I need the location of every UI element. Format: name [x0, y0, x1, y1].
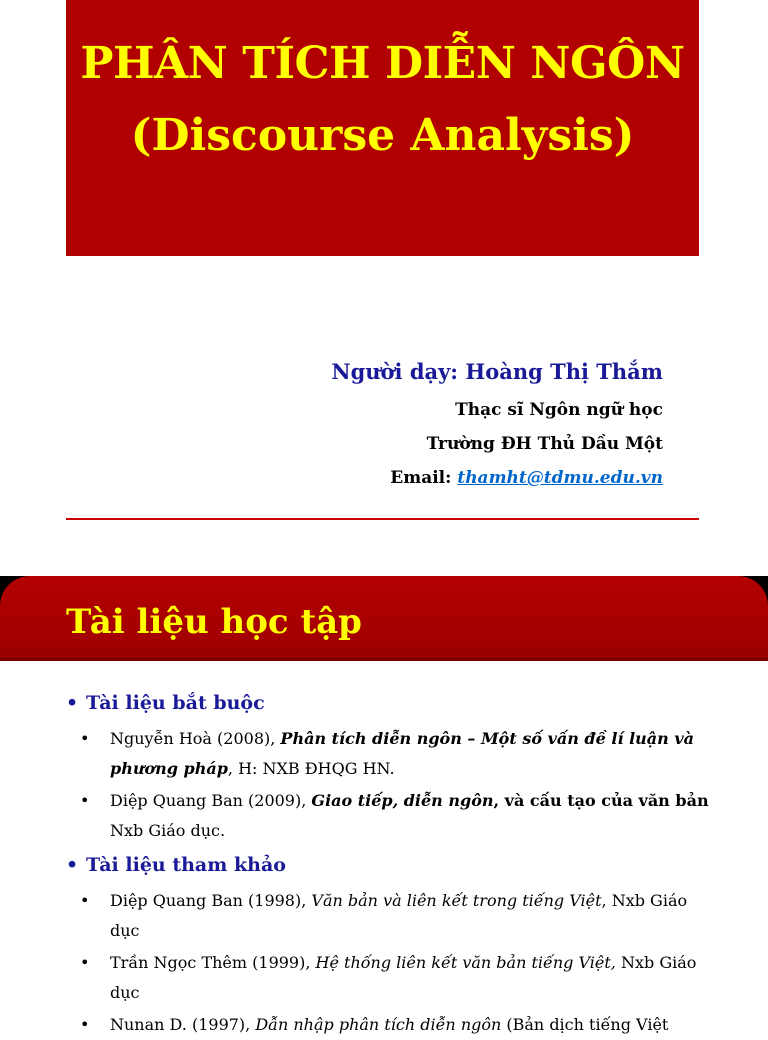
materials-slide — [0, 576, 768, 1034]
ref-title: Văn bản và liên kết trong tiếng Việt — [311, 891, 602, 910]
ref-author: Diệp Quang Ban (2009), — [110, 791, 312, 810]
slide-subtitle: (Discourse Analysis) — [130, 110, 635, 161]
ref-publisher: Nxb Giáo dục — [110, 953, 697, 1002]
presenter-name: Người dạy: Hoàng Thị Thắm — [331, 359, 663, 384]
bullet-icon: • — [80, 1015, 90, 1034]
ref-publisher: Nxb Giáo dục. — [110, 821, 226, 840]
bullet-icon: • — [66, 854, 79, 876]
ref-publisher: , Nxb Giáo dục — [110, 891, 688, 940]
reference-item — [80, 886, 710, 946]
ref-title: Phân tích diễn ngôn – Một số vấn đề lí luận và phương pháp — [110, 729, 695, 778]
ref-author: Nunan D. (1997), — [110, 1015, 256, 1034]
presenter-degree: Thạc sĩ Ngôn ngữ học — [455, 400, 663, 420]
bullet-icon: • — [80, 729, 90, 748]
divider-line — [66, 518, 699, 520]
section-title: Tài liệu học tập — [66, 602, 362, 642]
reference-item — [80, 1010, 710, 1040]
group-heading-label: Tài liệu bắt buộc — [86, 692, 265, 714]
email-link[interactable]: thamht@tdmu.edu.vn — [457, 468, 663, 488]
ref-author: Diệp Quang Ban (1998), — [110, 891, 312, 910]
ref-author: Trần Ngọc Thêm (1999), — [110, 953, 316, 972]
ref-title-cont: , và cấu tạo của văn bản — [493, 791, 709, 810]
title-banner — [66, 0, 699, 256]
bullet-icon: • — [80, 891, 90, 910]
email-label: Email: — [390, 468, 458, 488]
group-heading-required — [66, 692, 265, 714]
ref-publisher: (Bản dịch tiếng Việt — [501, 1015, 669, 1034]
ref-title: Hệ thống liên kết văn bản tiếng Việt, — [315, 953, 616, 972]
reference-item — [80, 786, 710, 846]
ref-author: Nguyễn Hoà (2008), — [110, 729, 281, 748]
group-heading-label: Tài liệu tham khảo — [86, 854, 286, 876]
bullet-icon: • — [80, 953, 90, 972]
group-heading-references — [66, 854, 286, 876]
reference-item — [80, 724, 710, 784]
bullet-icon: • — [66, 692, 79, 714]
header-underline — [0, 658, 768, 661]
section-header-band — [0, 576, 768, 660]
bullet-icon: • — [80, 791, 90, 810]
ref-title: Giao tiếp, diễn ngôn — [311, 791, 494, 810]
reference-item — [80, 948, 710, 1008]
ref-publisher: , H: NXB ĐHQG HN. — [227, 759, 395, 778]
presenter-email — [390, 468, 663, 488]
slide-title: PHÂN TÍCH DIỄN NGÔN — [80, 38, 685, 89]
presenter-school: Trường ĐH Thủ Dầu Một — [426, 434, 663, 454]
ref-title: Dẫn nhập phân tích diễn ngôn — [255, 1015, 502, 1034]
